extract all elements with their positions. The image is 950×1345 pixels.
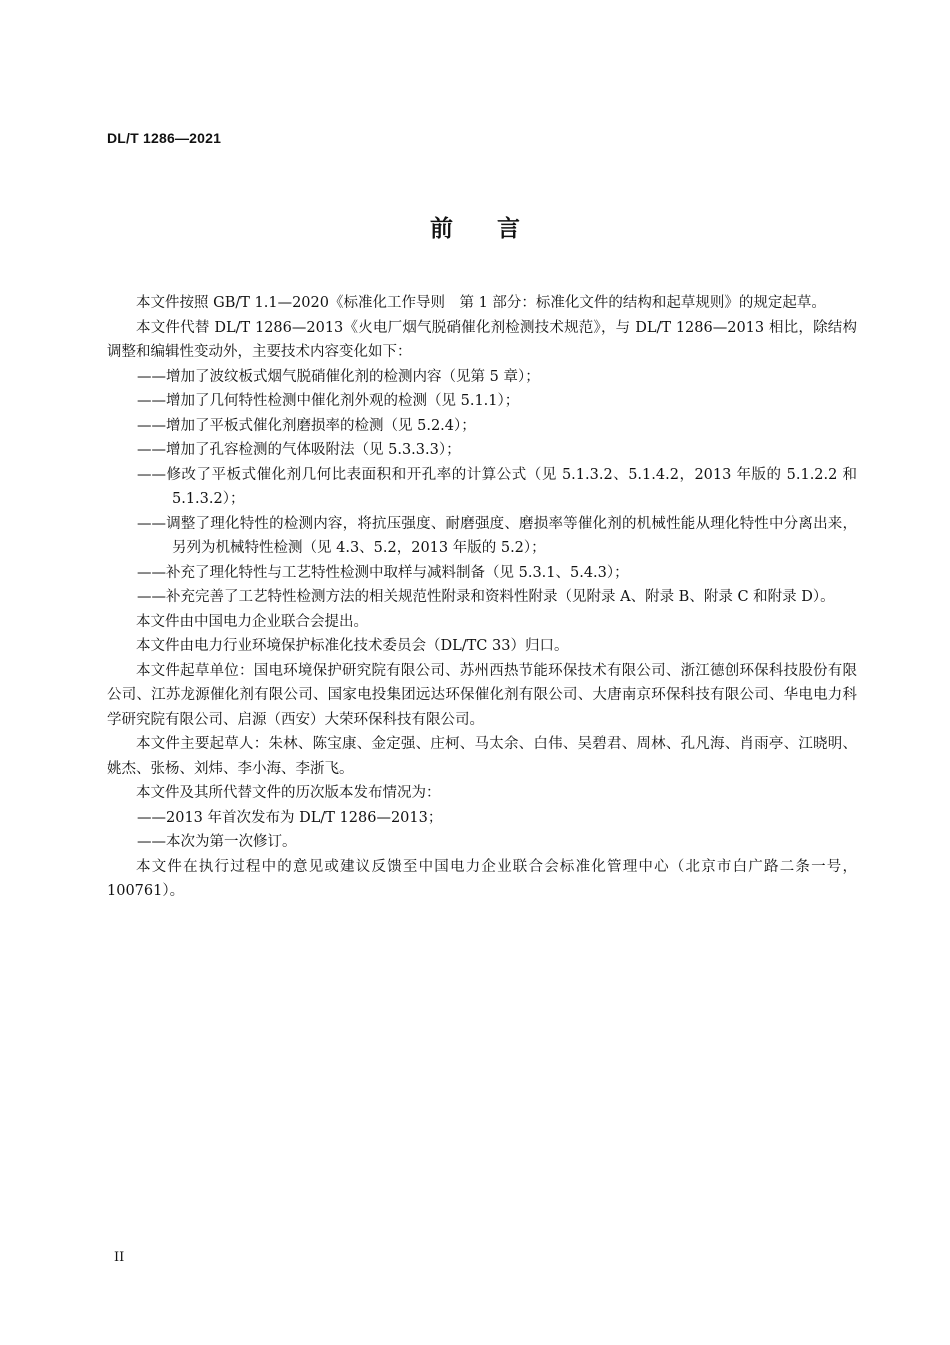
page-title: 前言 xyxy=(430,216,564,242)
page-number: II xyxy=(114,1250,125,1265)
paragraph-proposer: 本文件由中国电力企业联合会提出。 xyxy=(136,613,368,630)
paragraph-drafting-rules: 本文件按照 GB/T 1.1—2020《标准化工作导则 第 1 部分：标准化文件的结构和起草规则》的规定起草。 xyxy=(136,295,826,311)
change-item: ——调整了理化特性的检测内容，将抗压强度、耐磨强度、磨损率等催化剂的机械性能从理化特性中分离出来，另列为机械特性检测（见 4.3、5.2，2013 年版的 5.2）； xyxy=(137,515,857,556)
document-code: DL/T 1286—2021 xyxy=(107,130,222,146)
paragraph-feedback: 本文件在执行过程中的意见或建议反馈至中国电力企业联合会标准化管理中心（北京市白广路二条一号，100761）。 xyxy=(107,858,857,899)
paragraph-history: 本文件及其所代替文件的历次版本发布情况为： xyxy=(136,785,441,801)
paragraph-drafting-units: 本文件起草单位：国电环境保护研究院有限公司、苏州西热节能环保技术有限公司、浙江德创环保科技股份有限公司、江苏龙源催化剂有限公司、国家电投集团远达环保催化剂有限公司、大唐南京环保科技有限公司、华电电力科学研究院有限公司、启源（西安）大荣环保科技有限公司。 xyxy=(107,662,857,728)
change-item: ——增加了波纹板式烟气脱硝催化剂的检测内容（见第 5 章）； xyxy=(137,368,540,385)
change-item: ——补充完善了工艺特性检测方法的相关规范性附录和资料性附录（见附录 A、附录 B、附录 C 和附录 D）。 xyxy=(137,589,835,605)
paragraph-committee: 本文件由电力行业环境保护标准化技术委员会（DL/TC 33）归口。 xyxy=(136,638,569,654)
change-item: ——增加了孔容检测的气体吸附法（见 5.3.3.3）； xyxy=(137,442,461,458)
change-item: ——补充了理化特性与工艺特性检测中取样与减料制备（见 5.3.1、5.4.3）； xyxy=(137,564,629,581)
change-item: ——修改了平板式催化剂几何比表面积和开孔率的计算公式（见 5.1.3.2、5.1.4.2，2013 年版的 5.1.2.2 和 5.1.3.2）； xyxy=(137,466,857,507)
paragraph-replaces: 本文件代替 DL/T 1286—2013《火电厂烟气脱硝催化剂检测技术规范》，与 DL/T 1286—2013 相比，除结构调整和编辑性变动外，主要技术内容变化如下： xyxy=(107,319,857,360)
change-item: ——增加了平板式催化剂磨损率的检测（见 5.2.4）； xyxy=(137,417,476,434)
history-item: ——本次为第一次修订。 xyxy=(137,834,297,850)
change-item: ——增加了几何特性检测中催化剂外观的检测（见 5.1.1）； xyxy=(137,393,520,409)
history-item: ——2013 年首次发布为 DL/T 1286—2013； xyxy=(137,809,443,826)
paragraph-drafters: 本文件主要起草人：朱林、陈宝康、金定强、庄柯、马太余、白伟、吴碧君、周林、孔凡海、肖雨亭、江晓明、姚杰、张杨、刘炜、李小海、李浙飞。 xyxy=(107,736,857,777)
document-body xyxy=(107,291,857,904)
